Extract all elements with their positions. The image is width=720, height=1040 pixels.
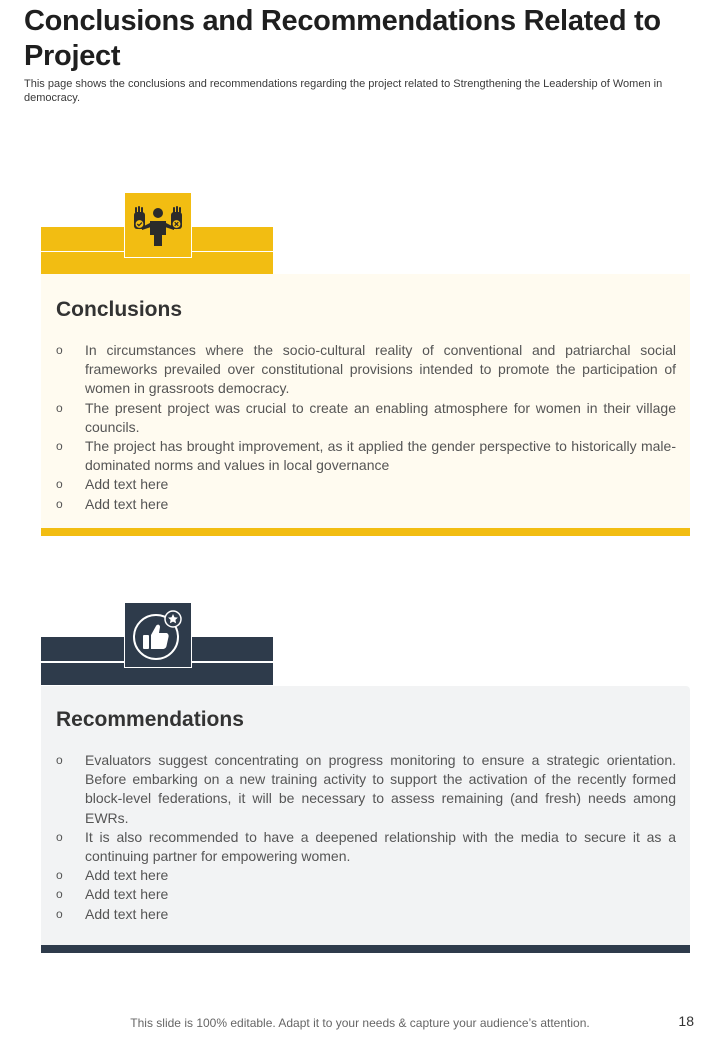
recommendations-heading: Recommendations [56, 708, 244, 731]
conclusions-heading: Conclusions [56, 298, 183, 321]
conclusions-header-band [41, 192, 273, 274]
bullet: o [56, 343, 63, 357]
recommendations-list [56, 751, 676, 924]
list-item: o Add text here [56, 495, 676, 514]
page-subtitle: This page shows the conclusions and recommendations regarding the project related to Strengthening the Leadership of Women in democracy. [24, 78, 663, 104]
footer-note: This slide is 100% editable. Adapt it to your needs & capture your audience’s attention. [130, 1016, 590, 1030]
list-item: o Add text here [56, 905, 676, 924]
bullet: o [56, 829, 63, 844]
list-item: o It is also recommended to have a deepened relationship with the media to secure it as a continuing partner for empowering women. [56, 828, 676, 865]
bullet: o [56, 868, 63, 883]
recommendations-icon-box [124, 602, 192, 668]
bullet: o [56, 477, 63, 492]
bullet: o [56, 906, 63, 921]
bullet: o [56, 400, 63, 415]
bullet: o [56, 887, 63, 902]
bullet: o [56, 496, 63, 511]
list-item: o Add text here [56, 866, 676, 885]
recommendations-panel [41, 686, 690, 953]
page-number: 18 [678, 1013, 694, 1029]
conclusions-icon-box [124, 192, 192, 258]
list-item: o The present project was crucial to create an enabling atmosphere for women in their village councils. [56, 399, 676, 435]
conclusions-list [56, 341, 676, 514]
list-item: o Evaluators suggest concentrating on progress monitoring to ensure a strategic orientation. Before embarking on a new training activity to support the activation of the recently formed block-level federations, it will be necessary to assess remaining (and fresh) needs among EWRs. [56, 752, 676, 826]
bullet: o [56, 753, 63, 767]
list-item: o The project has brought improvement, as it applied the gender perspective to historically male-dominated norms and values in local governance [56, 438, 676, 474]
conclusions-panel [41, 274, 690, 536]
recommendations-header-band [41, 602, 273, 686]
bullet: o [56, 439, 63, 454]
person-hands-check-cross-icon [130, 204, 186, 246]
list-item: o Add text here [56, 475, 676, 494]
list-item: o In circumstances where the socio-cultural reality of conventional and patriarchal social frameworks prevailed over constitutional provisions intended to promote the participation of women in grassroots democracy. [56, 342, 676, 397]
page-title: Conclusions and Recommendations Related to Project [24, 5, 661, 72]
thumbs-up-star-icon [131, 608, 185, 662]
list-item: o Add text here [56, 885, 676, 904]
